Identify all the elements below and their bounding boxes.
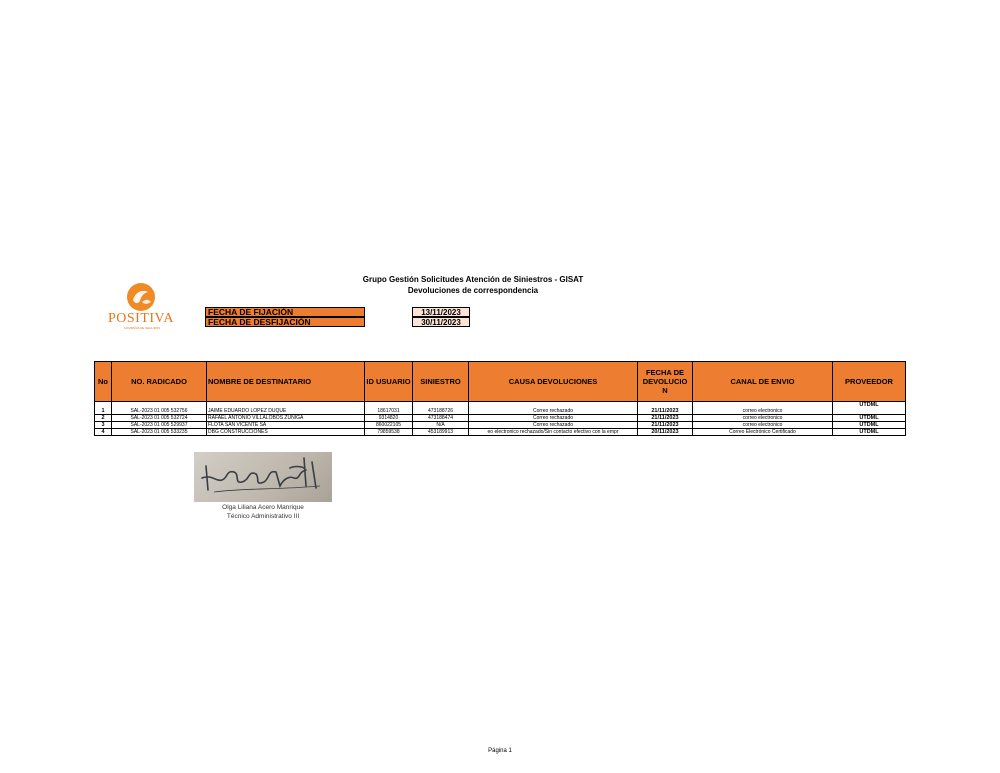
cell-no: 1	[95, 402, 112, 415]
cell-causa: Correo rechazado	[469, 402, 638, 415]
devoluciones-table	[94, 361, 906, 436]
table-header-row	[95, 362, 906, 402]
cell-no: 2	[95, 415, 112, 422]
cell-proveedor: UTDML	[833, 402, 906, 415]
logo-brand: POSITIVA	[108, 311, 174, 326]
cell-id-usuario: 860022105	[365, 422, 413, 429]
fecha-desfijacion-value: 30/11/2023	[412, 317, 470, 327]
page-number: Página 1	[488, 748, 512, 754]
cell-causa: Correo rechazado	[469, 422, 638, 429]
signatory-role: Técnico Administrativo III	[226, 513, 300, 520]
col-header-destinatario: NOMBRE DE DESTINATARIO	[207, 362, 365, 402]
cell-proveedor: UTDML	[833, 422, 906, 429]
fecha-fijacion-value: 13/11/2023	[412, 307, 470, 317]
document-title: Grupo Gestión Solicitudes Atención de Siniestros - GISAT	[362, 275, 584, 284]
cell-id-usuario: 9314820	[365, 415, 413, 422]
cell-no: 4	[95, 429, 112, 436]
signature-image	[194, 452, 332, 502]
signatory-name: Olga Liliana Acero Manrique	[222, 504, 304, 511]
cell-causa: Correo rechazado	[469, 415, 638, 422]
cell-fecha: 20/11/2023	[638, 429, 693, 436]
positiva-logo	[108, 282, 174, 330]
col-header-proveedor: PROVEEDOR	[833, 362, 906, 402]
cell-proveedor: UTDML	[833, 415, 906, 422]
fecha-fijacion-label: FECHA DE FIJACIÓN	[205, 307, 365, 317]
col-header-causa: CAUSA DEVOLUCIONES	[469, 362, 638, 402]
logo-tagline: COMPAÑÍA DE SEGUROS	[123, 326, 161, 330]
cell-no: 3	[95, 422, 112, 429]
cell-canal: correo electronico	[693, 402, 833, 415]
table-row	[95, 402, 906, 415]
cell-radicado: SAL-2023 01 005 532724	[112, 415, 207, 422]
cell-radicado: SAL-2023 01 005 533235	[112, 429, 207, 436]
cell-canal: Correo Electrónico Certificado	[693, 429, 833, 436]
cell-fecha: 21/11/2023	[638, 402, 693, 415]
cell-id-usuario: 18617031	[365, 402, 413, 415]
cell-radicado: SAL-2023 01 005 532756	[112, 402, 207, 415]
cell-siniestro: N/A	[413, 422, 469, 429]
cell-canal: correo electronico	[693, 422, 833, 429]
document-subtitle: Devoluciones de correspondencia	[407, 286, 539, 295]
sun-emblem-icon	[124, 282, 158, 312]
table-row	[95, 415, 906, 422]
cell-destinatario: FLOTA SAN VICENTE SA	[207, 422, 365, 429]
col-header-radicado: NO. RADICADO	[112, 362, 207, 402]
cell-siniestro: 473188726	[413, 402, 469, 415]
col-header-siniestro: SINIESTRO	[413, 362, 469, 402]
table-row	[95, 422, 906, 429]
cell-proveedor: UTDML	[833, 429, 906, 436]
cell-id-usuario: 79859538	[365, 429, 413, 436]
table-row	[95, 429, 906, 436]
cell-destinatario: JAIME EDUARDO LOPEZ DUQUE	[207, 402, 365, 415]
col-header-no: No	[95, 362, 112, 402]
cell-canal: correo electronico	[693, 415, 833, 422]
cell-radicado: SAL-2023 01 005 529937	[112, 422, 207, 429]
cell-siniestro: 453189913	[413, 429, 469, 436]
fecha-desfijacion-label: FECHA DE DESFIJACIÓN	[205, 317, 365, 327]
cell-fecha: 21/11/2023	[638, 422, 693, 429]
cell-siniestro: 473188474	[413, 415, 469, 422]
cell-causa: eo electronico rechazado/Sin contacto efectivo con la empr	[469, 429, 638, 436]
col-header-canal: CANAL DE ENVIO	[693, 362, 833, 402]
cell-destinatario: DBG CONSTRUCCIONES	[207, 429, 365, 436]
col-header-id-usuario: ID USUARIO	[365, 362, 413, 402]
cell-destinatario: RAFAEL ANTONIO VILLALOBOS ZUÑIGA	[207, 415, 365, 422]
col-header-fecha: FECHA DE DEVOLUCIO N	[638, 362, 693, 402]
cell-fecha: 21/11/2023	[638, 415, 693, 422]
